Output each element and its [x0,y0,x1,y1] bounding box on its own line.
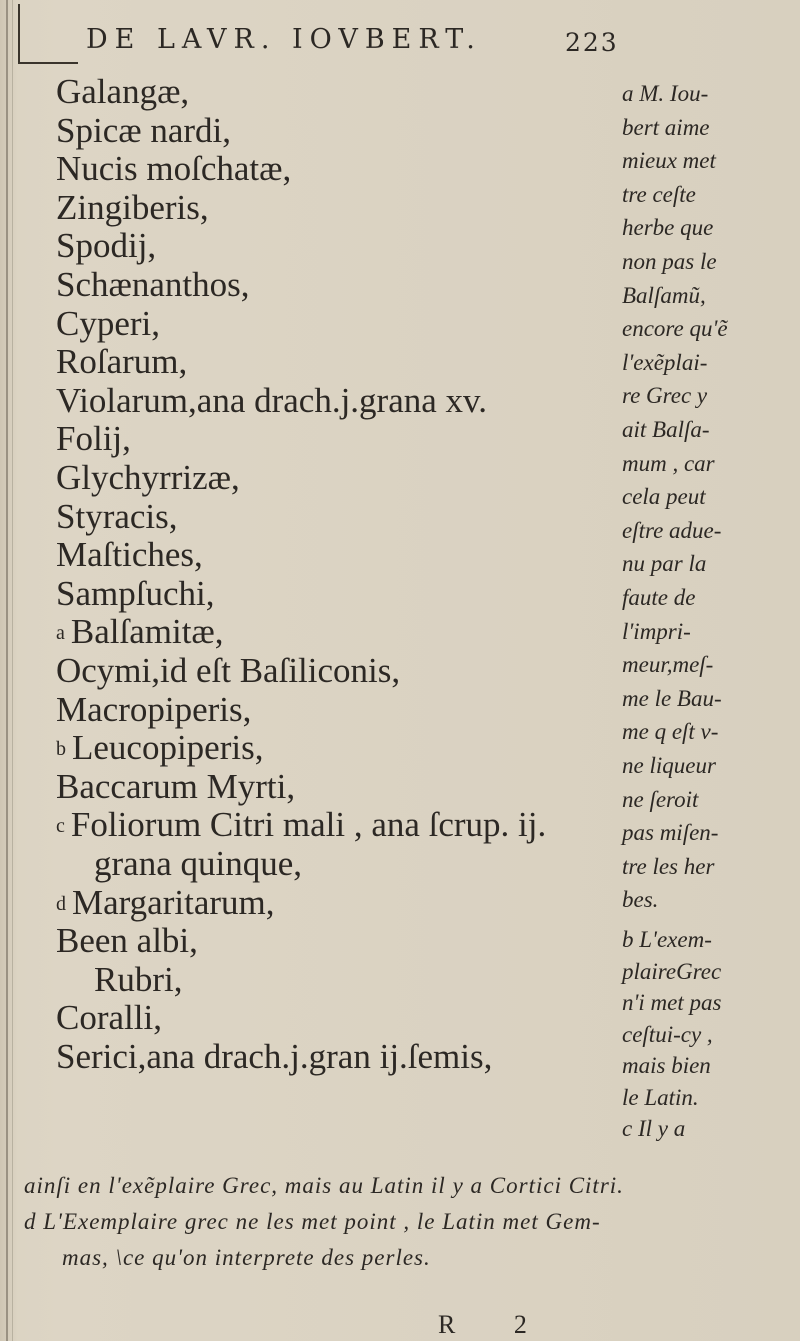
ingredient-line [94,959,183,999]
ingredient-text: Leucopiperis, [72,728,264,768]
footnote-line: mas, \ce qu'on interprete des perles. [62,1245,431,1270]
ingredient-line [56,535,203,575]
margin-note-line: c Il y a [622,1116,686,1141]
margin-note-line: l'exẽplai- [622,349,708,375]
margin-note-line: l'impri- [622,618,691,644]
ingredient-text: Spodij, [56,226,157,266]
margin-note-line: tre les her [622,853,715,879]
ingredient-text: Balſamitæ, [70,612,224,652]
margin-note-line: non pas le [622,249,717,274]
margin-note-line: bes. [622,887,659,913]
ingredient-text: Glychyrrizæ, [56,458,240,497]
ingredient-text: Folij, [56,419,131,459]
ingredient-line [56,805,547,845]
margin-note-line: bert aime [622,114,710,140]
margin-note-line: pas miſen- [622,820,719,846]
footnote-line: d L'Exemplaire grec ne les met point , le Latin met Gem- [24,1209,601,1234]
margin-note-line: ne ſeroit [622,786,699,812]
page-number: 223 [565,28,619,57]
margin-note-line: re Grec y [622,383,708,409]
ingredient-line [56,496,178,536]
ingredient-line [56,653,400,688]
margin-note-line: le Latin. [622,1084,699,1110]
ingredient-line [56,419,131,459]
ingredient-text: Rubri, [94,959,183,999]
ingredient-text: Cyperi, [56,303,161,343]
ingredient-text: Been albi, [56,921,198,961]
ingredient-line [56,380,488,420]
note-marker: a [56,622,65,645]
note-marker: d [56,892,66,915]
margin-note-line: meur,meſ- [622,652,714,678]
ingredient-text: Spicæ nardi, [56,110,231,150]
ingredient-line [56,226,157,266]
margin-note-line: me q eſt v- [622,719,719,745]
footnote-line: ainſi en l'exẽplaire Grec, mais au Latin il y a Cortici Citri. [24,1173,624,1198]
ingredient-text: Baccarum Myrti, [56,766,296,806]
ingredient-line [56,728,264,768]
note-marker: b [56,738,66,761]
margin-note-line: cela peut [622,484,706,510]
page-gutter-line [6,0,8,1341]
ingredient-text: Ocymi,id eſt Baſiliconis, [56,651,401,690]
note-marker: c [56,815,65,838]
ingredient-line [56,110,231,150]
margin-note-line: ne liqueur [622,753,716,778]
margin-note-line: ait Balſa- [622,417,710,442]
margin-note-line: b L'exem- [622,927,712,952]
ingredient-line [56,149,292,189]
ingredient-text: Zingiberis, [56,187,209,227]
ingredient-line [56,882,275,922]
margin-note-line: mais bien [622,1053,711,1078]
ingredient-text: Sampſuchi, [56,573,215,613]
margin-note-line: plaireGrec [622,958,722,984]
margin-note-line: eſtre adue- [622,517,722,543]
margin-note-line: tre ceſte [622,181,696,207]
margin-note-line: encore qu'ẽ [622,316,728,342]
ingredient-line [56,689,252,729]
page-gutter-line-inner [12,0,13,1341]
ingredient-text: Macropiperis, [56,689,252,729]
ingredient-line [56,460,240,495]
ingredient-text: Nucis moſchatæ, [56,149,292,189]
ingredient-text: Styracis, [56,496,178,536]
ingredient-line [56,998,162,1038]
margin-note-line: n'i met pas [622,990,722,1015]
margin-note-line: Balſamũ, [622,282,706,308]
margin-note-line: mum , car [622,450,715,476]
ingredient-text: grana quinque, [94,844,302,883]
ingredient-text: Galangæ, [56,72,190,111]
ingredient-line [56,921,198,961]
ingredient-line [56,267,249,302]
margin-note-line: mieux met [622,148,716,174]
margin-note-line: a M. Iou- [622,81,709,106]
signature-mark: R 2 [438,1310,553,1339]
ingredient-line [56,573,215,613]
ingredient-text: Maſtiches, [56,535,203,575]
ingredient-line [56,612,224,652]
margin-note-line: me le Bau- [622,685,722,711]
ingredient-text: Foliorum Citri mali , ana ſcrup. ij. [70,805,547,845]
margin-note-line: faute de [622,585,696,610]
ingredient-text: Serici,ana drach.j.gran ij.ſemis, [56,1037,493,1076]
ingredient-line [56,342,188,382]
ingredient-line [94,846,302,881]
ingredient-text: Margaritarum, [72,882,275,922]
ingredient-text: Roſarum, [56,342,188,382]
running-title: DE LAVR. IOVBERT. [86,24,482,55]
ingredient-line [56,1039,492,1074]
ingredient-text: Violarum,ana drach.j.grana xv. [56,380,488,420]
ingredient-line [56,766,296,806]
ingredient-line [56,303,161,343]
corner-rule [18,4,78,64]
ingredient-text: Coralli, [56,998,162,1038]
ingredient-line [56,187,209,227]
ingredient-text: Schænanthos, [56,265,250,304]
margin-note-line: herbe que [622,215,714,241]
margin-note-line: ceſtui-cy , [622,1021,713,1047]
ingredient-line [56,74,189,109]
margin-note-line: nu par la [622,551,707,577]
